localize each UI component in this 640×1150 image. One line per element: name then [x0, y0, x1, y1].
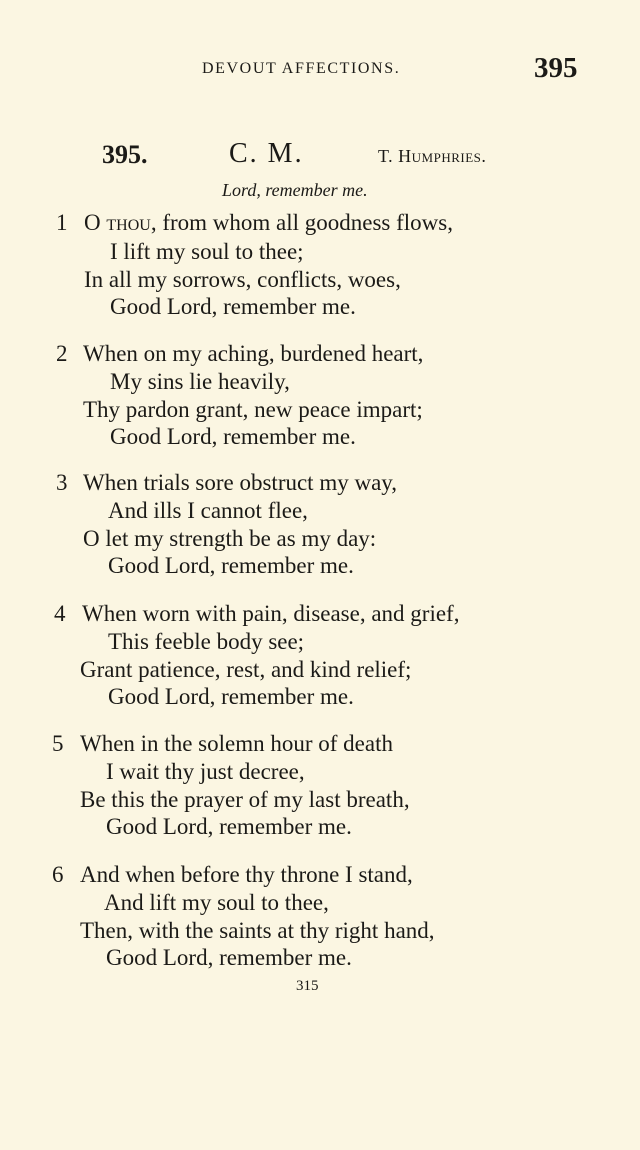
- verse-number: 4: [54, 601, 66, 626]
- verse-number: 5: [52, 731, 64, 756]
- verse-line: In all my sorrows, conflicts, woes,: [84, 267, 401, 292]
- verse-line: I lift my soul to thee;: [110, 239, 304, 264]
- verse-line: When worn with pain, disease, and grief,: [82, 601, 460, 626]
- verse-line: Good Lord, remember me.: [110, 294, 356, 319]
- verse-line: O thou, from whom all goodness flows,: [84, 210, 453, 235]
- verse-line: Then, with the saints at thy right hand,: [80, 918, 435, 943]
- verse-line: When on my aching, burdened heart,: [83, 341, 424, 366]
- verse-number: 2: [56, 341, 68, 366]
- verse-line: Grant patience, rest, and kind relief;: [80, 657, 412, 682]
- hymn-number: 395.: [102, 140, 148, 169]
- verse-line: And ills I cannot flee,: [108, 498, 308, 523]
- verse-line: Good Lord, remember me.: [106, 945, 352, 970]
- running-head: [0, 52, 640, 86]
- verse-line: Be this the prayer of my last breath,: [80, 787, 410, 812]
- verse-line: Good Lord, remember me.: [106, 814, 352, 839]
- verse-line: My sins lie heavily,: [110, 369, 290, 394]
- verse-line: I wait thy just decree,: [106, 759, 305, 784]
- verse-line: Thy pardon grant, new peace impart;: [83, 397, 423, 422]
- verse-line: When in the solemn hour of death: [80, 731, 393, 756]
- verse-line: Good Lord, remember me.: [108, 684, 354, 709]
- hymn-subtitle: Lord, remember me.: [222, 180, 368, 200]
- verse-line: This feeble body see;: [108, 629, 305, 654]
- verse-line: And lift my soul to thee,: [104, 890, 329, 915]
- verse-line: And when before thy throne I stand,: [80, 862, 413, 887]
- folio-number: 315: [296, 978, 319, 994]
- verse-line: O let my strength be as my day:: [83, 526, 377, 551]
- hymn-author: T. Humphries.: [378, 146, 487, 166]
- verse-line: Good Lord, remember me.: [108, 553, 354, 578]
- verse-line: Good Lord, remember me.: [110, 424, 356, 449]
- verse-number: 3: [56, 470, 68, 495]
- running-title: DEVOUT AFFECTIONS.: [202, 60, 401, 77]
- verse-number: 1: [56, 210, 68, 235]
- hymn-heading: [0, 138, 640, 172]
- verse-number: 6: [52, 862, 64, 887]
- page-number: 395: [534, 52, 578, 84]
- hymn-meter: C. M.: [229, 138, 304, 169]
- verse-line: When trials sore obstruct my way,: [83, 470, 398, 495]
